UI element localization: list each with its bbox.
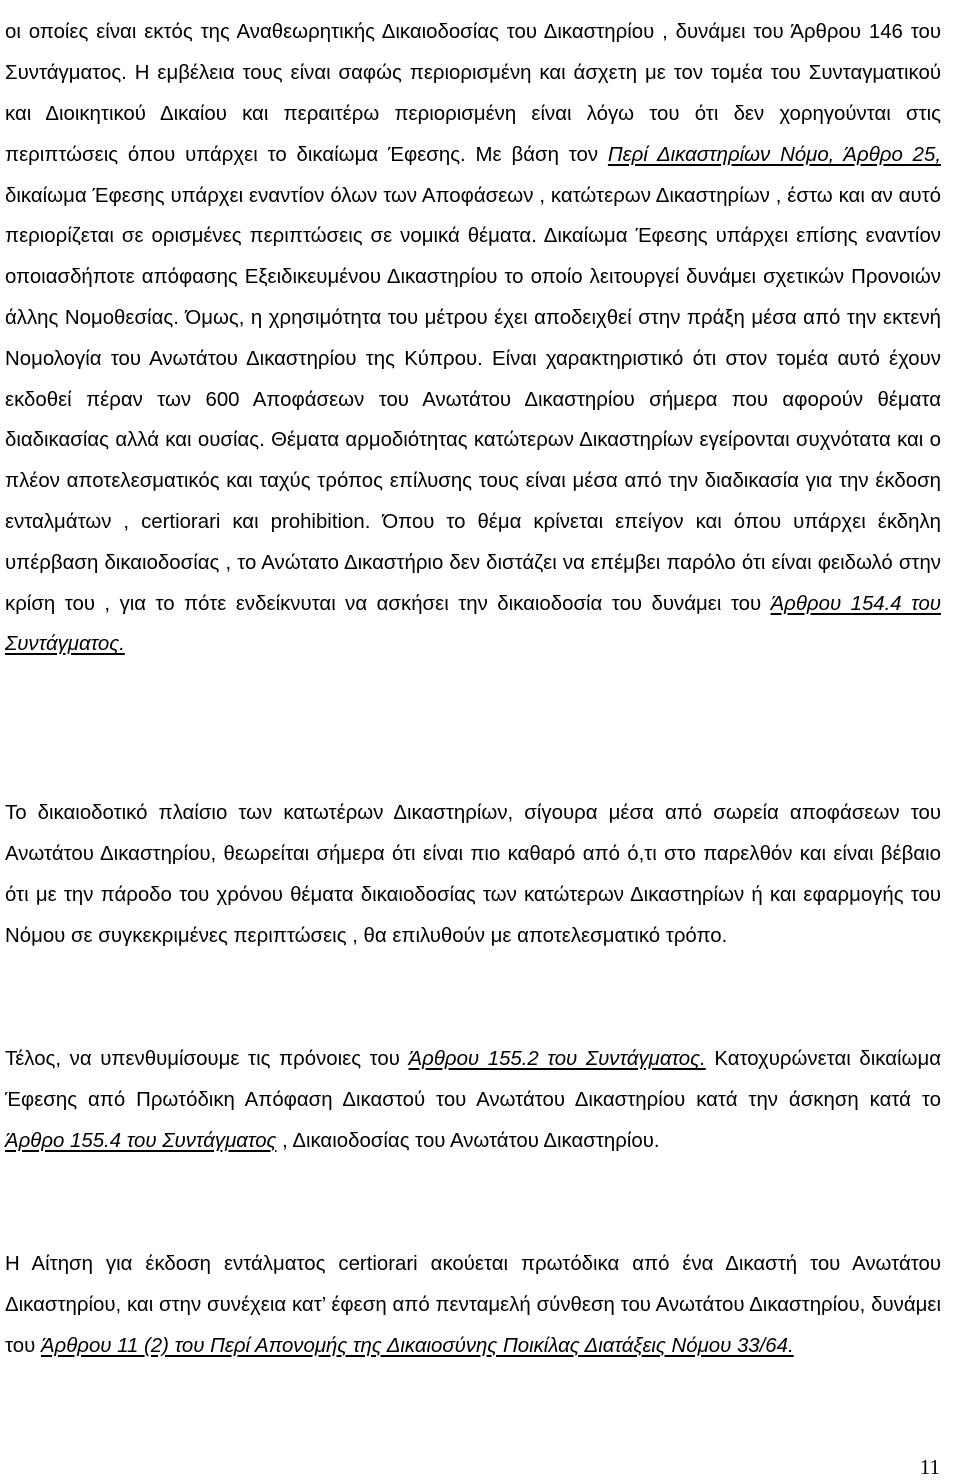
body-paragraph [5,1244,941,1366]
paragraph-text: Το δικαιοδοτικό πλαίσιο των κατωτέρων Δικαστηρίων, σίγουρα μέσα από σωρεία αποφάσεων του Ανωτάτου Δικαστηρίου, θεωρείται σήμερα ότι είναι πιο καθαρό από ό,τι στο παρελθόν και είναι βέβαιο ότι με την πάροδο του χρόνου θέματα δικαιοδοσίας των κατώτερων Δικαστηρίων ή και εφαρμογής του Νόμου σε συγκεκριμένες περιπτώσεις , θα επιλυθούν με αποτελεσματικό τρόπο. [5,802,941,947]
paragraph-text: , Δικαιοδοσίας του Ανωτάτου Δικαστηρίου. [276,1129,660,1152]
legal-reference: Περί Δικαστηρίων Νόμο, Άρθρο 25, [607,143,941,166]
paragraph-text: δικαίωμα Έφεσης υπάρχει εναντίον όλων των Αποφάσεων , κατώτερων Δικαστηρίων , έστω και αν αυτό περιορίζεται σε ορισμένες περιπτώσεις σε νομικά θέματα. Δικαίωμα Έφεσης υπάρχει επίσης εναντίον οποιασδήποτε απόφασης Εξειδικευμένου Δικαστηρίου το οποίο λειτουργεί δυνάμει σχετικών Προνοιών άλλης Νομοθεσίας. Όμως, η χρησιμότητα του μέτρου έχει αποδειχθεί στην πράξη μέσα από την εκτενή Νομολογία του Ανωτάτου Δικαστηρίου της Κύπρου. Είναι χαρακτηριστικό ότι στον τομέα αυτό έχουν εκδοθεί πέραν των 600 Αποφάσεων του Ανωτάτου Δικαστηρίου σήμερα που αφορούν θέματα διαδικασίας αλλά και ουσίας. Θέματα αρμοδιότητας κατώτερων Δικαστηρίων εγείρονται συχνότατα και ο πλέον αποτελεσματικός και ταχύς τρόπος επίλυσης τους είναι μέσα από την διαδικασία για την έκδοση ενταλμάτων , certiorari και prohibition. Όπου το θέμα κρίνεται επείγον και όπου υπάρχει έκδηλη υπέρβαση δικαιοδοσίας , το Ανώτατο Δικαστήριο δεν διστάζει να επέμβει παρόλο ότι είναι φειδωλό στην κρίση του , για το πότε ενδείκνυται να ασκήσει την δικαιοδοσία του δυνάμει του [5,184,941,615]
legal-reference: Άρθρου 155.2 του Συντάγματος. [408,1048,706,1071]
paragraph-text: Η Αίτηση για έκδοση εντάλματος certiorari ακούεται πρωτόδικα από ένα Δικαστή του Ανωτάτου Δικαστηρίου, και στην συνέχεια κατ’ έφεση από πενταμελή σύνθεση του Ανωτάτου Δικαστηρίου, δυνάμει του [5,1253,941,1357]
paragraph-text: Τέλος, να υπενθυμίσουμε τις πρόνοιες του [5,1048,409,1071]
paragraph-text: Κατοχυρώνεται δικαίωμα Έφεσης από Πρωτόδικη Απόφαση Δικαστού του Ανωτάτου Δικαστηρίου κατά την άσκηση κατά το [5,1048,942,1112]
legal-reference: Άρθρο 155.4 του Συντάγματος [5,1129,277,1152]
legal-reference: Άρθρου 11 (2) του Περί Απονομής της Δικαιοσύνης Ποικίλας Διατάξεις Νόμου 33/64. [40,1334,794,1357]
page-number: 11 [919,1455,940,1479]
body-paragraph [5,793,941,956]
body-paragraph [5,12,941,665]
body-paragraph [5,1039,941,1161]
paragraph-text: οι οποίες είναι εκτός της Αναθεωρητικής Δικαιοδοσίας του Δικαστηρίου , δυνάμει του Άρθρου 146 του Συντάγματος. Η εμβέλεια τους είναι σαφώς περιορισμένη και άσχετη με τον τομέα του Συνταγματικού και Διοικητικού Δικαίου και περαιτέρω περιορισμένη είναι λόγω του ότι δεν χορηγούνται στις περιπτώσεις όπου υπάρχει το δικαίωμα Έφεσης. Με βάση τον [5,21,941,166]
legal-reference: Άρθρου 154.4 του Συντάγματος. [5,592,941,656]
